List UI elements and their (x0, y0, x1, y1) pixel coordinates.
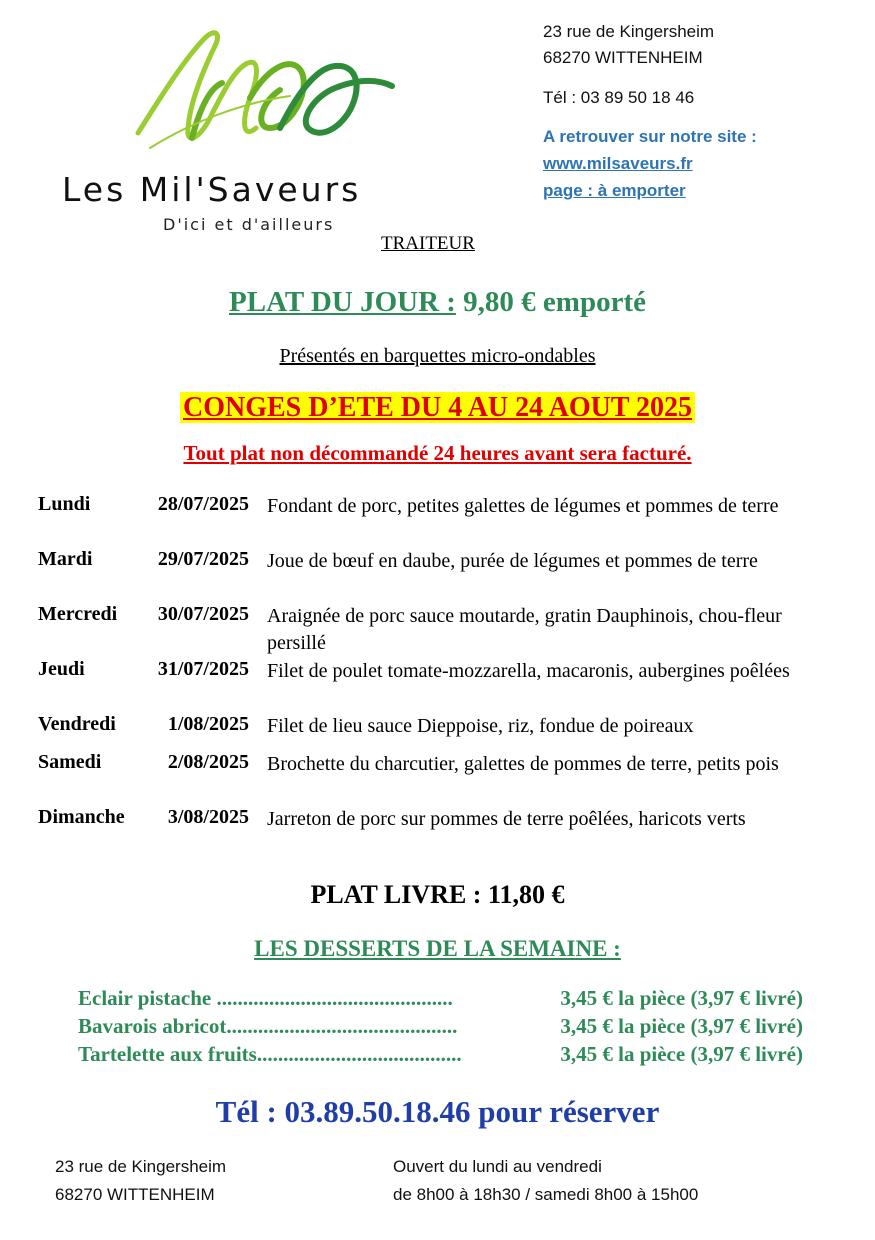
menu-dish: Filet de poulet tomate-mozzarella, macaronis, aubergines poêlées (267, 660, 790, 682)
site-url-link[interactable]: www.milsaveurs.fr (543, 154, 693, 173)
menu-dish: Joue de bœuf en daube, purée de légumes et pommes de terre (267, 550, 758, 572)
menu-date: 1/08/2025 (167, 713, 249, 735)
logo-name: Les Mil'Saveurs (62, 170, 362, 209)
footer-hours-line1: Ouvert du lundi au vendredi (393, 1157, 602, 1176)
dessert-price: 3,45 € la pièce (3,97 € livré) (560, 1042, 803, 1066)
menu-dish: Brochette du charcutier, galettes de pommes de terre, petits pois (267, 753, 779, 775)
menu-date: 28/07/2025 (157, 493, 249, 515)
menu-day: Mardi (38, 548, 93, 570)
desserts-title: LES DESSERTS DE LA SEMAINE : (254, 936, 621, 961)
menu-dish: Filet de lieu sauce Dieppoise, riz, fondue de poireaux (267, 715, 694, 737)
dessert-name: Bavarois abricot............................................ (78, 1014, 458, 1038)
menu-day: Jeudi (38, 658, 85, 680)
dessert-price: 3,45 € la pièce (3,97 € livré) (560, 1014, 803, 1038)
reservation-phone: Tél : 03.89.50.18.46 pour réserver (215, 1094, 660, 1129)
logo-tagline: D'ici et d'ailleurs (163, 215, 335, 234)
plat-du-jour (0, 286, 875, 319)
dessert-price: 3,45 € la pièce (3,97 € livré) (560, 986, 803, 1010)
footer-address-line2: 68270 WITTENHEIM (55, 1185, 215, 1204)
site-page-link[interactable]: page : à emporter (543, 181, 686, 200)
menu-day: Lundi (38, 493, 91, 515)
cancellation-warning: Tout plat non décommandé 24 heures avant sera facturé. (183, 441, 692, 465)
menu-day: Mercredi (38, 603, 118, 625)
menu-dish: Araignée de porc sauce moutarde, gratin Dauphinois, chou-fleur persillé (267, 605, 782, 654)
traiteur-heading: TRAITEUR (381, 233, 475, 254)
logo-mark (130, 28, 400, 153)
site-label: A retrouver sur notre site : (543, 127, 757, 146)
footer-hours-line2: de 8h00 à 18h30 / samedi 8h00 à 15h00 (393, 1185, 699, 1204)
dessert-name: Tartelette aux fruits....................................... (78, 1042, 462, 1066)
dessert-name: Eclair pistache ............................................. (78, 986, 453, 1010)
menu-dish: Jarreton de porc sur pommes de terre poêlées, haricots verts (267, 808, 746, 830)
menu-date: 3/08/2025 (167, 806, 249, 828)
plat-du-jour-label: PLAT DU JOUR : (229, 286, 456, 318)
presentation-note: Présentés en barquettes micro-ondables (279, 345, 596, 367)
menu-date: 29/07/2025 (157, 548, 249, 570)
menu-day: Dimanche (38, 806, 125, 828)
logo-loop-3 (280, 66, 392, 133)
menu-date: 30/07/2025 (157, 603, 249, 625)
menu-date: 31/07/2025 (157, 658, 249, 680)
plat-livre: PLAT LIVRE : 11,80 € (310, 880, 565, 909)
conges-text: CONGES D’ETE DU 4 AU 24 AOUT 2025 (180, 392, 695, 423)
menu-day: Samedi (38, 751, 102, 773)
header-address-line1: 23 rue de Kingersheim (543, 22, 715, 41)
plat-du-jour-price: 9,80 € emporté (455, 286, 646, 318)
menu-dish: Fondant de porc, petites galettes de légumes et pommes de terre (267, 495, 779, 517)
header-address-line2: 68270 WITTENHEIM (543, 48, 703, 67)
header-phone: Tél : 03 89 50 18 46 (543, 88, 695, 107)
conges-banner (0, 392, 875, 424)
menu-date: 2/08/2025 (167, 751, 249, 773)
menu-day: Vendredi (38, 713, 116, 735)
footer-address-line1: 23 rue de Kingersheim (55, 1157, 227, 1176)
